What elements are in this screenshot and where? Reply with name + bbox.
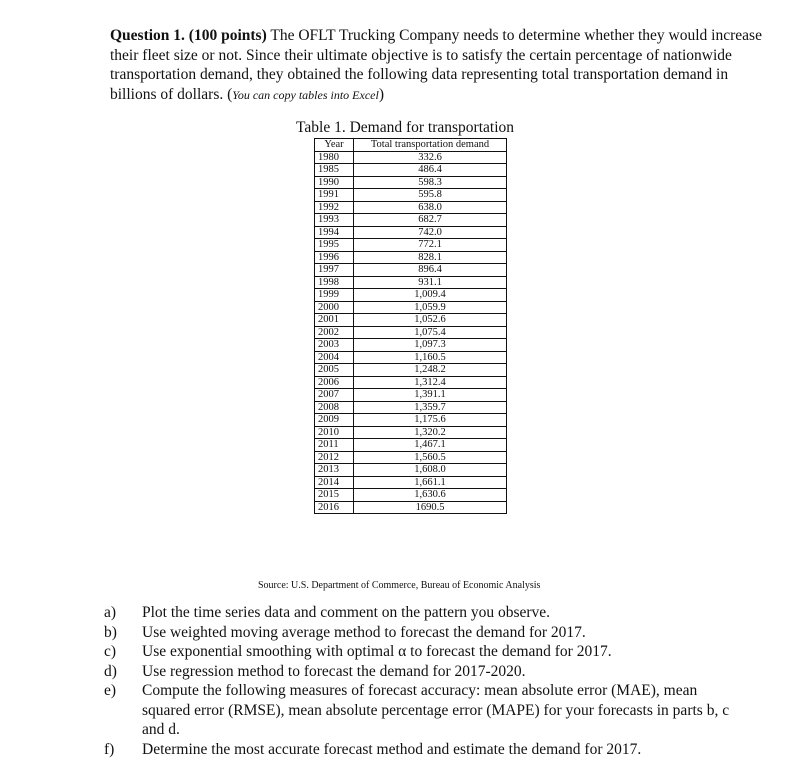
demand-cell: 772.1 — [354, 239, 507, 252]
table-caption: Table 1. Demand for transportation — [296, 119, 514, 136]
year-cell: 1994 — [315, 226, 354, 239]
year-cell: 2009 — [315, 414, 354, 427]
question-text: Determine the most accurate forecast method and estimate the demand for 2017. — [142, 740, 642, 758]
question-text: Compute the following measures of forecast accuracy: mean absolute error (MAE), mean squared error (RMSE), mean absolute percentage error (MAPE) for your forecasts in parts b, c and d. — [142, 682, 730, 738]
table-row — [315, 439, 507, 452]
year-cell: 2016 — [315, 501, 354, 514]
excel-note: You can copy tables into Excel — [232, 87, 379, 102]
year-cell: 1991 — [315, 189, 354, 202]
demand-cell: 931.1 — [354, 276, 507, 289]
table-header-row — [315, 139, 507, 152]
demand-cell: 1,608.0 — [354, 464, 507, 477]
year-cell: 2010 — [315, 426, 354, 439]
table-row — [315, 414, 507, 427]
demand-cell: 682.7 — [354, 214, 507, 227]
question-text: The OFLT Trucking Company needs to determine whether they would increase their fleet size or not. Since their ultimate objective is to satisfy the certain percentage of nationwide transportation demand, they obtained the following data representing total transportation demand in billions of dollars. ( — [110, 27, 762, 103]
year-cell: 1999 — [315, 289, 354, 302]
question-marker: a) — [104, 604, 117, 621]
table-row — [315, 501, 507, 514]
question-text: Use exponential smoothing with optimal α to forecast the demand for 2017. — [142, 643, 612, 660]
table-row — [315, 351, 507, 364]
year-cell: 2000 — [315, 301, 354, 314]
question-item — [104, 642, 744, 662]
demand-cell: 1,661.1 — [354, 476, 507, 489]
demand-cell: 1,052.6 — [354, 314, 507, 327]
question-item — [104, 740, 744, 760]
demand-cell: 1,467.1 — [354, 439, 507, 452]
demand-cell: 598.3 — [354, 176, 507, 189]
year-cell: 1997 — [315, 264, 354, 277]
table-row — [315, 364, 507, 377]
year-cell: 2001 — [315, 314, 354, 327]
table-source: Source: U.S. Department of Commerce, Bureau of Economic Analysis — [258, 580, 541, 591]
year-cell: 2013 — [315, 464, 354, 477]
table-row — [315, 451, 507, 464]
table-row — [315, 251, 507, 264]
year-cell: 2007 — [315, 389, 354, 402]
year-cell: 2011 — [315, 439, 354, 452]
year-cell: 1995 — [315, 239, 354, 252]
question-item — [104, 603, 744, 623]
table-row — [315, 301, 507, 314]
year-cell: 1998 — [315, 276, 354, 289]
table-row — [315, 376, 507, 389]
demand-cell: 896.4 — [354, 264, 507, 277]
year-cell: 2006 — [315, 376, 354, 389]
question-marker: f) — [104, 740, 115, 758]
year-cell: 2014 — [315, 476, 354, 489]
demand-cell: 1,391.1 — [354, 389, 507, 402]
demand-cell: 332.6 — [354, 151, 507, 164]
demand-cell: 1,248.2 — [354, 364, 507, 377]
year-cell: 1980 — [315, 151, 354, 164]
question-list — [104, 603, 744, 759]
demand-cell: 1,097.3 — [354, 339, 507, 352]
demand-cell: 742.0 — [354, 226, 507, 239]
table-row — [315, 176, 507, 189]
close-paren: ) — [378, 85, 384, 103]
demand-cell: 638.0 — [354, 201, 507, 214]
question-item — [104, 623, 744, 643]
question-intro — [110, 26, 770, 105]
table-row — [315, 339, 507, 352]
demand-cell: 1,175.6 — [354, 414, 507, 427]
year-cell: 1985 — [315, 164, 354, 177]
table-row — [315, 489, 507, 502]
question-text: Use weighted moving average method to forecast the demand for 2017. — [142, 623, 586, 641]
demand-cell: 1,059.9 — [354, 301, 507, 314]
question-marker: b) — [104, 623, 117, 641]
header-year: Year — [315, 139, 354, 152]
demand-cell: 828.1 — [354, 251, 507, 264]
table-row — [315, 276, 507, 289]
demand-cell: 1,075.4 — [354, 326, 507, 339]
demand-cell: 595.8 — [354, 189, 507, 202]
year-cell: 2002 — [315, 326, 354, 339]
table-row — [315, 226, 507, 239]
year-cell: 2015 — [315, 489, 354, 502]
table-row — [315, 476, 507, 489]
question-marker: c) — [104, 643, 117, 660]
demand-table — [314, 138, 507, 514]
table-row — [315, 389, 507, 402]
question-item — [104, 681, 744, 740]
question-text: Plot the time series data and comment on the pattern you observe. — [142, 604, 551, 621]
year-cell: 1996 — [315, 251, 354, 264]
table-row — [315, 264, 507, 277]
question-item — [104, 662, 744, 682]
demand-cell: 1,312.4 — [354, 376, 507, 389]
table-row — [315, 314, 507, 327]
header-demand: Total transportation demand — [354, 139, 507, 152]
year-cell: 1992 — [315, 201, 354, 214]
year-cell: 1990 — [315, 176, 354, 189]
table-row — [315, 464, 507, 477]
table-row — [315, 426, 507, 439]
question-marker: e) — [104, 682, 117, 699]
table-row — [315, 189, 507, 202]
table-row — [315, 164, 507, 177]
year-cell: 1993 — [315, 214, 354, 227]
question-text: Use regression method to forecast the demand for 2017-2020. — [142, 662, 526, 680]
table-row — [315, 201, 507, 214]
demand-cell: 1,320.2 — [354, 426, 507, 439]
year-cell: 2008 — [315, 401, 354, 414]
question-heading: Question 1. (100 points) — [110, 27, 267, 44]
demand-cell: 1,560.5 — [354, 451, 507, 464]
year-cell: 2004 — [315, 351, 354, 364]
year-cell: 2012 — [315, 451, 354, 464]
table-row — [315, 214, 507, 227]
year-cell: 2003 — [315, 339, 354, 352]
demand-cell: 1,359.7 — [354, 401, 507, 414]
demand-cell: 1,630.6 — [354, 489, 507, 502]
demand-cell: 1690.5 — [354, 501, 507, 514]
table-row — [315, 151, 507, 164]
demand-cell: 1,009.4 — [354, 289, 507, 302]
table-row — [315, 289, 507, 302]
table-row — [315, 239, 507, 252]
demand-cell: 1,160.5 — [354, 351, 507, 364]
question-marker: d) — [104, 662, 117, 680]
year-cell: 2005 — [315, 364, 354, 377]
table-row — [315, 326, 507, 339]
table-row — [315, 401, 507, 414]
demand-cell: 486.4 — [354, 164, 507, 177]
